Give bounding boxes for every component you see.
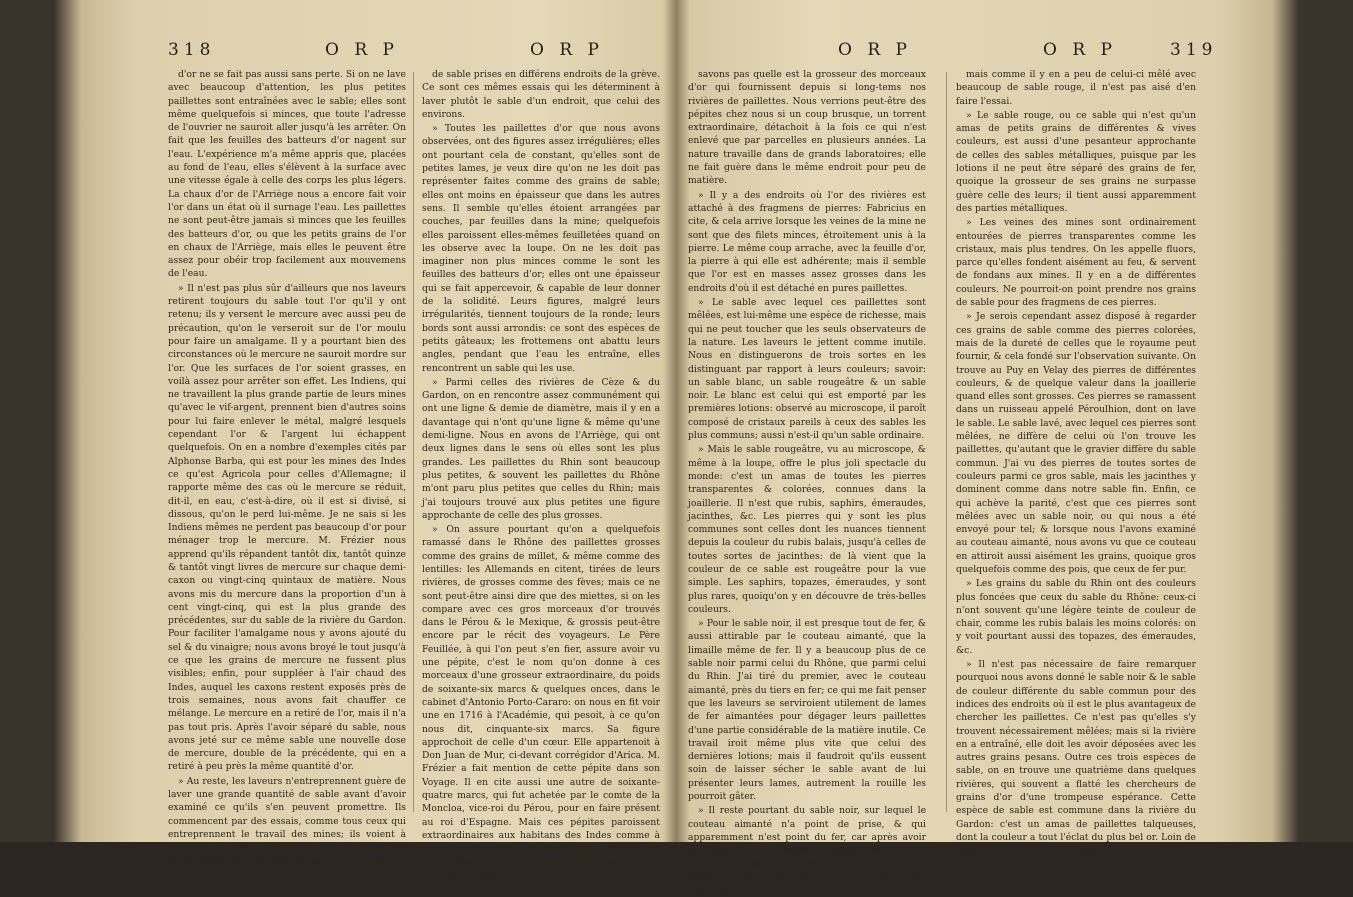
paragraph: » Au reste, les laveurs n'entreprennent guère de laver une grande quantité de sable avant d'avoir examiné ce qu'ils s'en peuvent promettre. Ils commencent par des essais, comme tous ceux qui entreprennent le travail des mines; ils voient à peu près sur quel pied leur tems sera payé, par ce qu'ils retirent d'or de diverses petites portions — [168, 775, 406, 867]
paragraph: savons pas quelle est la grosseur des morceaux d'or qui fournissent depuis si long-tems nos rivières de paillettes. Nous verrions peut-être des pépites chez nous si un coup brusque, un torrent extraordinaire, détachoit à la fois ce qui n'est enlevé que par parcelles en plusieurs années. La nature travaille dans de grands laboratoires; elle ne fait guère dans le même endroit pour peu de matière. — [688, 69, 926, 187]
paragraph: d'or ne se fait pas aussi sans perte. Si on ne lave avec beaucoup d'attention, les plus petites paillettes sont entraînées avec le sable; elles sont même quelquefois si minces, que toute l'adresse de l'ouvrier ne sauroit aller jusqu'à les arrêter. On fait que les feuilles des batteurs d'or nagent sur l'eau. L'expérience m'a même appris que, placées au fond de l'eau, elles s'élèvent à la surface avec une vitesse égale à celle des corps les plus légers. La chaux d'or de l'Arriège nous a encore fait voir l'or dans un état où il surnage l'eau. Les paillettes ne sont peut-être jamais si minces que les feuilles des batteurs d'or, ou que les petits grains de l'or en chaux de l'Arriège, mais elles le peuvent être assez pour obéir trop facilement aux mouvemens de l'eau. — [168, 69, 406, 280]
paragraph: » Les veines des mines sont ordinairement entourées de pierres transparentes comme les cristaux, mais plus tendres. On les appelle fluors, parce qu'elles fondent aisément au feu, & servent de fondans aux mines. Il y en a de différentes couleurs. Ne pourroit-on point prendre nos grains de sable pour des fragmens de ces pierres. — [956, 217, 1196, 309]
paragraph: » Pour le sable noir, il est presque tout de fer, & aussi attirable par le couteau aimanté, que la limaille même de fer. Il y a beaucoup plus de ce sable noir parmi celui du Rhône, que parmi celui du Rhin. J'ai tiré du premier, avec le couteau aimanté, près du tiers en fer; ce qui me fait penser que les laveurs se serviroient utilement de lames de fer aimantées pour dégager leurs paillettes d'une partie considérable de la matière inutile. Ce travail iroit même plus vite que celui des dernières lotions; mais il faudroit qu'ils eussent soin de laisser sécher le sable avant de lui présenter leurs lames, autrement la rouille les pourroit gâter. — [688, 618, 926, 803]
paragraph: » Le sable avec lequel ces paillettes sont mêlées, est lui-même une espèce de richesse, mais qui ne peut toucher que les seuls observateurs de la nature. Les laveurs le jettent comme inutile. Nous en distinguerons de trois sortes en les distinguant par rapport à leurs couleurs; savoir: un sable blanc, un sable rougeâtre & un sable noir. Le blanc est celui qui est emporté par les premières lotions: observé au microscope, il paroît composé de cristaux pareils à ceux des sables les plus communs; aussi n'est-il qu'un sable ordinaire. — [688, 297, 926, 442]
running-head: O R P — [1043, 40, 1117, 60]
paragraph: » Toutes les paillettes d'or que nous avons observées, ont des figures assez irrégulières; elles ont pourtant cela de constant, qu'elles sont de petites lames, je veux dire qu'on ne les doit pas représenter faites comme des grains de sable; elles ont moins en épaisseur que dans les autres sens. Il semble qu'elles étoient arrangées par couches, par feuilles dans la mine; quelquefois elles paroissent elles-mêmes feuilletées quand on les observe avec la loupe. On ne les doit pas imaginer non plus minces comme le sont les feuilles des batteurs d'or; elles ont une épaisseur qui se fait appercevoir, & capable de leur donner de la solidité. Leurs figures, malgré leurs irrégularités, tiennent toujours de la ronde; leurs bords sont aussi arrondis: ce sont des espèces de petits gâteaux; les frottemens ont abattu leurs angles, pendant que l'eau les entraîne, elles rencontrent un sable qui les use. — [422, 123, 660, 374]
running-head: O R P — [530, 40, 604, 60]
paragraph: » Les grains du sable du Rhin ont des couleurs plus foncées que ceux du sable du Rhône: ceux-ci n'ont souvent qu'une légère teinte de couleur de chair, comme les rubis balais les moins colorés: on y voit pourtant aussi des topazes, des émeraudes, &c. — [956, 578, 1196, 656]
right-page — [688, 0, 1218, 897]
paragraph: » Il y a des endroits où l'or des rivières est attaché à des fragmens de pierres: Fabricius en cite, & cela arrive lorsque les veines de la mine ne sont que des filets minces, étroitement unis à la pierre. Le même coup arrache, avec la feuille d'or, la pierre à qui elle est adhérente; mais il semble que l'or est en masses assez grosses dans les endroits d'où il est détaché en pures paillettes. — [688, 189, 926, 294]
paragraph: mais comme il y en a peu de celui-ci mêlé avec beaucoup de sable rouge, il n'est pas aisé d'en faire l'essai. — [956, 69, 1196, 107]
left-page — [150, 0, 670, 881]
page-number: 318 — [168, 40, 216, 60]
column-divider — [946, 72, 947, 812]
paragraph: » Il n'est pas nécessaire de faire remarquer pourquoi nous avons donné le sable noir & le sable de couleur différente du sable commun pour des indices des endroits où il est le plus avantageux de chercher les paillettes. Ce n'est pas qu'elles s'y trouvent nécessairement mêlées; mais si la rivière en a entraîné, elle doit les avoir déposées avec les autres grains pesans. Outre ces trois espèces de sable, on en trouve une quatrième dans quelques rivières, qui souvent a flatté les chercheurs de grains d'or d'une trompeuse espérance. Cette espèce de sable est commune dans la rivière du Gardon: c'est un amas de paillettes talqueuses, dont la couleur a tout l'éclat du plus bel or. Loin de la perdre au feu, cette couleur, elle — [956, 659, 1196, 857]
page-number: 319 — [1170, 40, 1218, 60]
text-column-right — [422, 68, 660, 881]
paragraph: » On assure pourtant qu'on a quelquefois ramassé dans le Rhône des paillettes grosses comme des grains de millet, & même comme des lentilles: les Allemands en citent, tirées de leurs rivières, de grosses comme des fèves; mais ce ne sont peut-être ainsi dire que des miettes, si on les compare avec ces gros morceaux d'or trouvés dans le Pérou & le Mexique, & grossis peut-être encore par le récit des voyageurs. Le Père Feuillée, à qui l'on peut s'en fier, assure avoir vu une pépite, c'est le nom qu'on donne à ces morceaux d'une grosseur extraordinaire, du poids de soixante-six marcs & quelques onces, dans le cabinet d'Antonio Porto-Cararo: on nous en fit voir une en 1716 à l'Académie, qui pesoit, à ce qu'on nous dit, cinquante-six marcs. Sa figure approchoit de celle d'un cœur. Elle appartenoit à Don Juan de Mur, ci-devant corrégidor d'Arica. M. Frézier a fait mention de cette pépite dans son Voyage. Il en cite aussi une autre de soixante-quatre marcs, qui fut achetée par le comte de la Moncloa, vice-roi du Pérou, pour en faire présent au roi d'Espagne. Mais ces pépites paroissent extraordinaires aux habitans des Indes comme à nous. Ce sont des morceaux de mines entiers, qui sont détachés ou découverts par des torrens rapides, & nous ne — [422, 524, 660, 881]
running-head: O R P — [838, 40, 912, 60]
paragraph: » Mais le sable rougeâtre, vu au microscope, & même à la loupe, offre le plus joli spectacle du monde: c'est un amas de toutes les pierres transparentes & colorées, connues dans la joaillerie. Il n'est que rubis, saphirs, émeraudes, jacinthes, &c. Les pierres qui y sont les plus communes sont celles dont les nuances tiennent depuis la couleur du rubis balais, jusqu'à celles de toutes sortes de jacinthes: de là vient que la couleur de ce sable est rougeâtre pour la vue simple. Les saphirs, topazes, émeraudes, y sont plus rares, quoiqu'on y en découvre de très-belles couleurs. — [688, 444, 926, 615]
column-divider — [413, 72, 414, 812]
text-column-left — [688, 68, 926, 897]
text-column-left — [168, 68, 406, 867]
paragraph: » Le sable rouge, ou ce sable qui n'est qu'un amas de petits grains de différentes & vives couleurs, est aussi d'une pesanteur approchante de celles des sables métalliques, puisque par les lotions il ne peut être séparé des grains de fer, quoique la grosseur de ses grains ne surpasse guère celle des leurs; il tient aussi apparemment des parties métalliques. — [956, 109, 1196, 214]
text-column-right — [956, 68, 1196, 857]
paragraph: » Il reste pourtant du sable noir, sur lequel le couteau aimanté n'a point de prise, & qui apparemment n'est point du fer, car après avoir été exposé au feu pendant quelque tems, il n'en devient pas plus attirable. La pesanteur de ce sable semble cependant prouver qu'il est métallique; — [688, 805, 926, 897]
paragraph: de sable prises en différens endroits de la grève. Ce sont ces mêmes essais qui les déterminent à laver plutôt le sable d'un endroit, que celui des environs. — [422, 69, 660, 120]
paragraph: » Je serois cependant assez disposé à regarder ces grains de sable comme des pierres colorées, mais de la dureté de celles que le royaume peut fournir, & cela fondé sur l'observation suivante. On trouve au Puy en Velay des pierres de différentes couleurs, & de quelque valeur dans la joaillerie quand elles sont grosses. Ces pierres se ramassent dans un ruisseau appelé Péroulhion, dont on lave le sable. Le sable lavé, avec lequel ces pierres sont mêlées, ne diffère de celui où l'on trouve les paillettes, qu'autant que le gravier diffère du sable commun. J'ai vu des pierres de toutes sortes de couleurs parmi ce gros sable, mais les jacinthes y dominent comme dans notre sable fin. Enfin, ce qui achève la parité, c'est que ces pierres sont mêlées avec un sable noir, ou qui nous a été envoyé pour tel; & lorsque nous l'avons examiné au couteau aimanté, nous avons vu que ce couteau en attiroit aussi aisément les grains, quoique gros quelquefois comme des pois, que ceux de fer pur. — [956, 311, 1196, 575]
running-head: O R P — [325, 40, 399, 60]
paragraph: » Il n'est pas plus sûr d'ailleurs que nos laveurs retirent toujours du sable tout l'or qu'il y ont retenu; ils y versent le mercure avec aussi peu de précaution, qu'on le verseroit sur de l'or moulu pour faire un amalgame. Il y a pourtant bien des circonstances où le mercure ne sauroit mordre sur l'or. Que les surfaces de l'or soient grasses, en voilà assez pour arrêter son effet. Les Indiens, qui ne travaillent la plus grande partie de leurs mines qu'avec le vif-argent, prennent bien d'autres soins pour lui faire enlever le métal, malgré lesquels cependant l'or & l'argent lui échappent quelquefois. On en a nombre d'exemples cités par Alphonse Barba, qui est pour les mines des Indes ce qu'est Agricola pour celles d'Allemagne; il rapporte même des cas où le mercure se réduit, dit-il, en eau, c'est-à-dire, où il est si divisé, si dissous, qu'on le perd lui-même. Je ne sais si les Indiens mêmes ne perdent pas beaucoup d'or pour ménager trop le mercure. M. Frézier nous apprend qu'ils répandent tantôt dix, tantôt quinze & tantôt vingt livres de mercure sur chaque demi-caxon ou vingt-cinq quintaux de matière. Nous avons mis du mercure dans la proportion d'un à cent vingt-cinq, qui est la plus grande des précédentes, sur du sable de la rivière du Gardon. Pour faciliter l'amalgame nous y avons ajouté du sel & du vinaigre; nous avons broyé le tout jusqu'à ce que les grains de mercure ne fussent plus visibles; enfin, pour suppléer à l'air chaud des Indes, auquel les caxons restent exposés près de trois semaines, nous avons fait chauffer ce mélange. Le mercure en a retiré de l'or, mais il n'a pas tout pris. Après l'avoir séparé du sable, nous avons jeté sur ce même sable une nouvelle dose de mercure, double de la précédente, qui en a retiré à peu près la même quantité d'or. — [168, 282, 406, 773]
paragraph: » Parmi celles des rivières de Cèze & du Gardon, on en rencontre assez communément qui ont une ligne & demie de diamètre, mais il y en a davantage qui n'ont qu'une ligne & même qu'une demi-ligne. Nous en avons de l'Arriège, qui ont deux lignes dans le sens où elles sont les plus grandes. Les paillettes du Rhin sont beaucoup plus petites, & souvent les paillettes du Rhône m'ont paru plus petites que celles du Rhin; mais j'ai toujours trouvé aux plus petites une figure approchante de celle des plus grosses. — [422, 376, 660, 521]
